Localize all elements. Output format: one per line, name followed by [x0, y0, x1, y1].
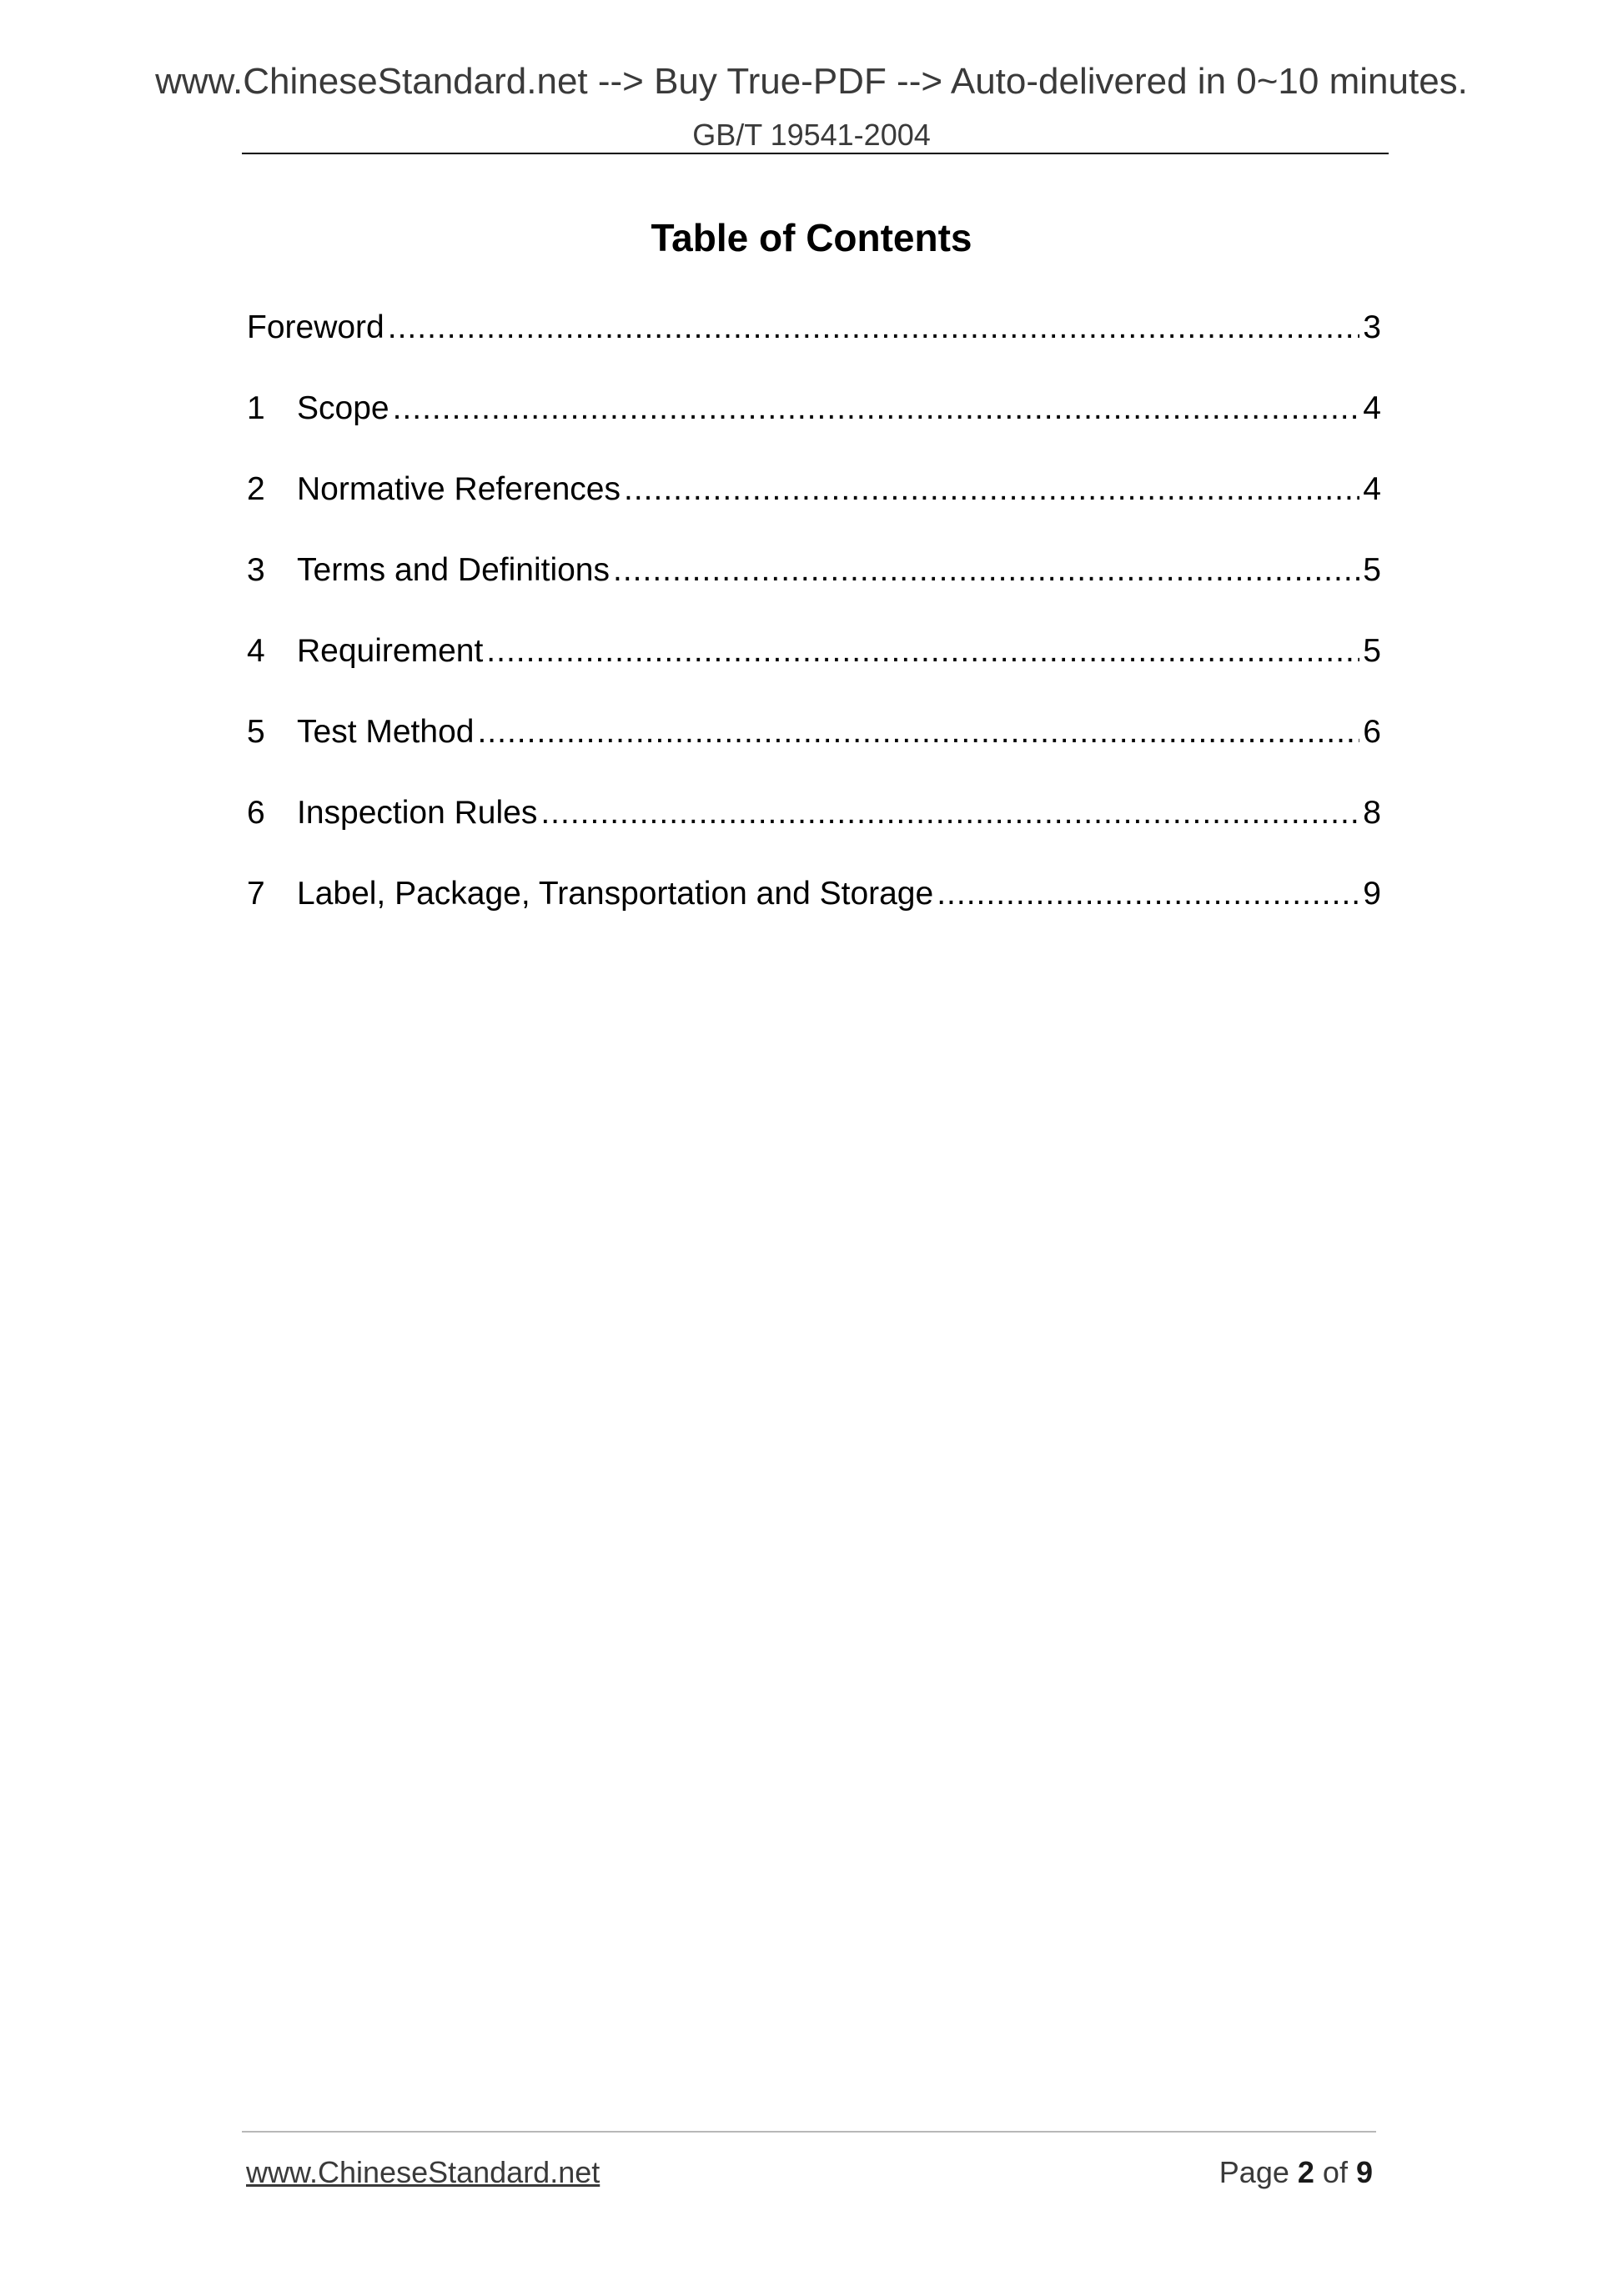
standard-code: GB/T 19541-2004	[692, 118, 931, 152]
toc-entry-page: 3	[1363, 309, 1381, 345]
toc-entry-number: 2	[247, 471, 265, 507]
toc-entry-page: 8	[1363, 795, 1381, 831]
toc-entry-requirement[interactable]	[247, 632, 1381, 713]
toc-entry-page: 6	[1363, 714, 1381, 750]
toc-title: Table of Contents	[651, 216, 972, 259]
toc-entry-page: 4	[1363, 390, 1381, 426]
toc-entry-page: 5	[1363, 633, 1381, 669]
toc-entry-label: Requirement	[297, 633, 484, 669]
toc-entry-number: 5	[247, 714, 265, 750]
toc-entry-terms-definitions[interactable]	[247, 551, 1381, 632]
toc-dot-leader	[624, 470, 1359, 510]
toc-dot-leader	[393, 389, 1360, 429]
toc-entry-scope[interactable]	[247, 389, 1381, 470]
toc-entry-label: Inspection Rules	[297, 795, 538, 831]
toc-entry-test-method[interactable]	[247, 713, 1381, 794]
toc-list	[247, 309, 1381, 956]
toc-entry-label: Test Method	[297, 714, 475, 750]
toc-entry-number: 6	[247, 795, 265, 831]
page-prefix: Page	[1219, 2155, 1289, 2189]
toc-entry-number: 7	[247, 876, 265, 912]
toc-entry-normative-references[interactable]	[247, 470, 1381, 551]
toc-entry-number: 1	[247, 390, 265, 426]
toc-dot-leader	[540, 794, 1359, 833]
page-current: 2	[1297, 2155, 1314, 2189]
toc-dot-leader	[477, 713, 1359, 752]
header-divider	[242, 153, 1389, 154]
toc-dot-leader	[486, 632, 1359, 671]
toc-entry-label: Foreword	[247, 309, 384, 345]
toc-entry-page: 5	[1363, 552, 1381, 588]
toc-entry-label: Scope	[297, 390, 389, 426]
toc-entry-page: 9	[1363, 876, 1381, 912]
page-indicator	[1219, 2154, 1373, 2190]
toc-entry-label: Terms and Definitions	[297, 552, 610, 588]
toc-dot-leader	[388, 309, 1360, 348]
toc-entry-number: 4	[247, 633, 265, 669]
toc-entry-label: Normative References	[297, 471, 621, 507]
toc-entry-inspection-rules[interactable]	[247, 794, 1381, 875]
toc-entry-number: 3	[247, 552, 265, 588]
header-banner: www.ChineseStandard.net --> Buy True-PDF --> Auto-delivered in 0~10 minutes.	[155, 61, 1468, 102]
toc-dot-leader	[613, 551, 1359, 590]
toc-entry-foreword[interactable]	[247, 309, 1381, 389]
footer-site-link[interactable]: www.ChineseStandard.net	[246, 2155, 600, 2189]
toc-entry-label: Label, Package, Transportation and Storage	[297, 876, 934, 912]
page-of: of	[1322, 2155, 1348, 2189]
footer-divider	[242, 2131, 1376, 2133]
toc-entry-label-package[interactable]	[247, 875, 1381, 956]
toc-dot-leader	[937, 875, 1359, 914]
toc-entry-page: 4	[1363, 471, 1381, 507]
page-total: 9	[1355, 2155, 1373, 2189]
